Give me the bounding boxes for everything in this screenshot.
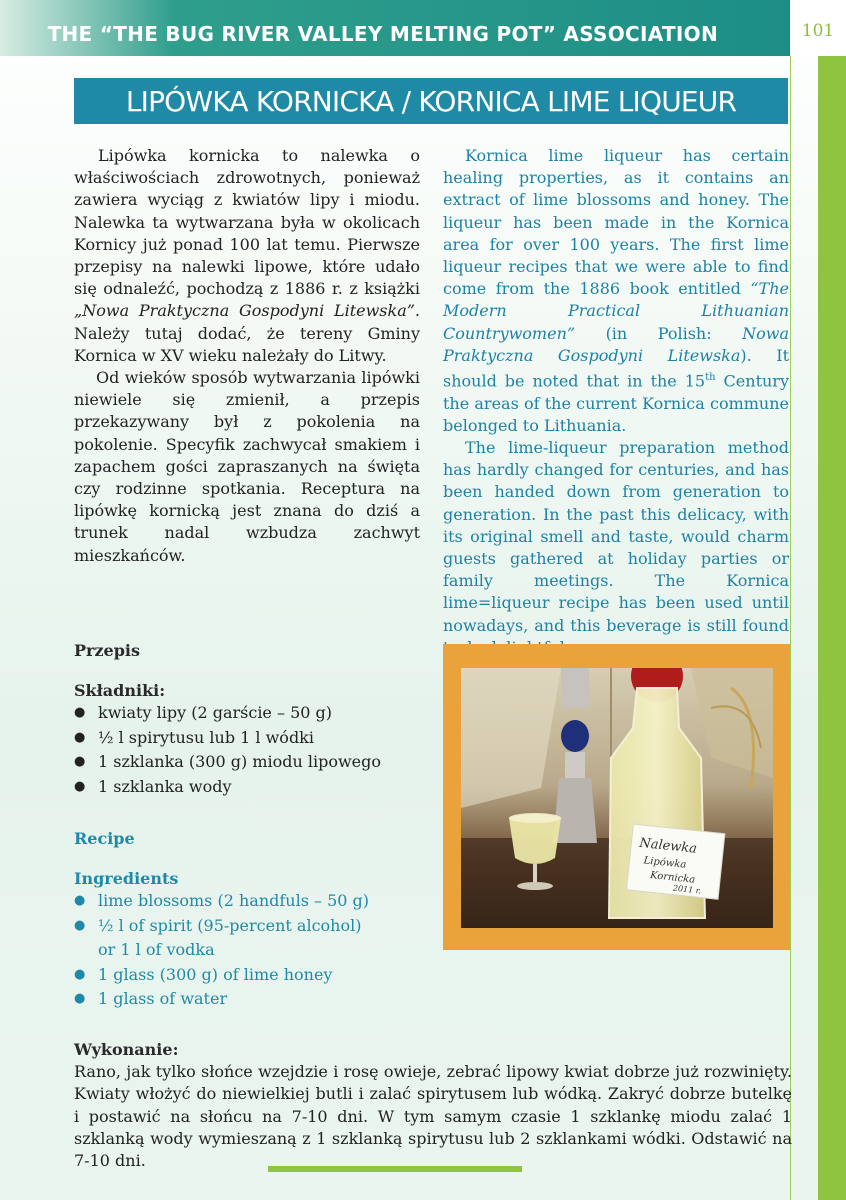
- list-item: ● kwiaty lipy (2 garście – 50 g): [74, 701, 420, 726]
- side-accent-bar: [818, 56, 846, 1200]
- bottom-accent-line: [268, 1166, 522, 1172]
- ingredients-en-list: [74, 889, 374, 1012]
- polish-p1-text-a: Lipówka kornicka to nalewka o właściwościach zdrowotnych, ponieważ zawiera wyciąg z kwiatów lipy i miodu. Nalewka ta wytwarzana była w okolicach Kornicy już ponad 100 lat temu. Pierwsze przepisy na nalewki lipowe, które udało się odnaleźć, pochodzą z 1886 r. z książki: [74, 146, 420, 299]
- recipe-pl-section: [74, 641, 420, 799]
- recipe-pl-heading: Przepis: [74, 641, 140, 660]
- english-column: [443, 145, 789, 659]
- ingredients-en-heading: Ingredients: [74, 869, 179, 888]
- list-item: ● 1 szklanka (300 g) miodu lipowego: [74, 750, 420, 775]
- english-paragraph-2: The lime-liqueur preparation method has hardly changed for centuries, and has been handed down from generation to generation. In the past this delicacy, with its original smell and taste, would charm guests gathered at holiday parties or family meetings. The Kornica lime=liqueur recipe has been used until nowadays, and this beverage is still found: [443, 437, 789, 635]
- list-item: ● lime blossoms (2 handfuls – 50 g): [74, 889, 374, 914]
- bottle-label-line3: Kornicka: [649, 870, 696, 886]
- list-item: ● ½ l of spirit (95-percent alcohol) or 1 l of vodka: [74, 914, 374, 963]
- method-heading: Wykonanie:: [74, 1040, 179, 1059]
- polish-paragraph-2: Od wieków sposób wytwarzania lipówki niewiele się zmienił, a przepis przekazywany był z pokolenia na pokolenie. Specyfik zachwycał smakiem i zapachem gości zapraszanych na święta czy rodzinne spotkania. Receptura na lipówkę kornicką jest znana do dziś a trunek nadal wzbudza zachwyt mieszkańców.: [74, 368, 420, 565]
- method-text: Rano, jak tylko słońce wzejdzie i rosę owieje, zebrać lipowy kwiat dobrze już rozwinięty. Kwiaty włożyć do niewielkiej butli i zalać spirytusem lub wódką. Zakryć dobrze butelkę i postawić na słońcu na 7-10 dni. W tym samym czasie 1 szklankę miodu zalać 1 szklanką wody wymieszaną z 1 szklanką spirytusu lub 2 szklankami wódki. Odstawić na 7-10 dni.: [74, 1062, 792, 1171]
- bottle-label-line2: Lipówka: [643, 855, 687, 871]
- liqueur-photo-illustration: [461, 668, 773, 928]
- ingredients-pl-list: [74, 701, 420, 799]
- polish-book-title: „Nowa Praktyczna Gospodyni Litewska”.: [74, 301, 420, 321]
- recipe-en-heading: Recipe: [74, 829, 135, 848]
- english-p1-text-b: (in Polish:: [575, 323, 743, 343]
- list-item: ● 1 glass of water: [74, 987, 374, 1012]
- polish-column: [74, 145, 420, 567]
- ingredients-pl-heading: Składniki:: [74, 681, 166, 700]
- page-title: LIPÓWKA KORNICKA / KORNICA LIME LIQUEUR: [74, 78, 788, 124]
- polish-p1-text-b: Należy tutaj dodać, że tereny Gminy Kornica w XV wieku należały do Litwy.: [74, 323, 420, 365]
- liqueur-photo: [461, 668, 773, 928]
- side-divider: [790, 56, 791, 1200]
- english-book-title: “The Modern Practical Lithuanian Countrywomen”: [443, 279, 789, 343]
- english-polish-title: Nowa Praktyczna Gospodyni Litewska: [443, 323, 789, 365]
- bottle-label-line1: Nalewka: [638, 835, 698, 857]
- english-sup: th: [705, 372, 716, 384]
- bottle-label-year: 2011 r.: [672, 883, 702, 896]
- english-p1-text-c: ). It should be noted that in the 15: [443, 345, 789, 391]
- english-paragraph-1: [443, 145, 789, 437]
- method-section: [74, 1039, 792, 1172]
- list-item: ● 1 glass (300 g) of lime honey: [74, 963, 374, 988]
- polish-paragraph-1: [74, 145, 420, 367]
- list-item: ● 1 szklanka wody: [74, 775, 420, 800]
- association-title: THE “THE BUG RIVER VALLEY MELTING POT” ASSOCIATION: [47, 22, 718, 46]
- english-p1-text-d: Century the areas of the current Kornica commune belonged to Lithuania.: [443, 371, 789, 435]
- recipe-en-section: [74, 829, 374, 1012]
- list-item: ● ½ l spirytusu lub 1 l wódki: [74, 726, 420, 751]
- page-number: 101: [790, 0, 846, 56]
- english-p1-text-a: Kornica lime liqueur has certain healing properties, as it contains an extract of lime blossoms and honey. The liqueur has been made in the Kornica area for over 100 years. The first lime liqueur recipes that we were able to find come from the 1886 book entitled: [443, 146, 789, 299]
- header-band: [0, 0, 790, 56]
